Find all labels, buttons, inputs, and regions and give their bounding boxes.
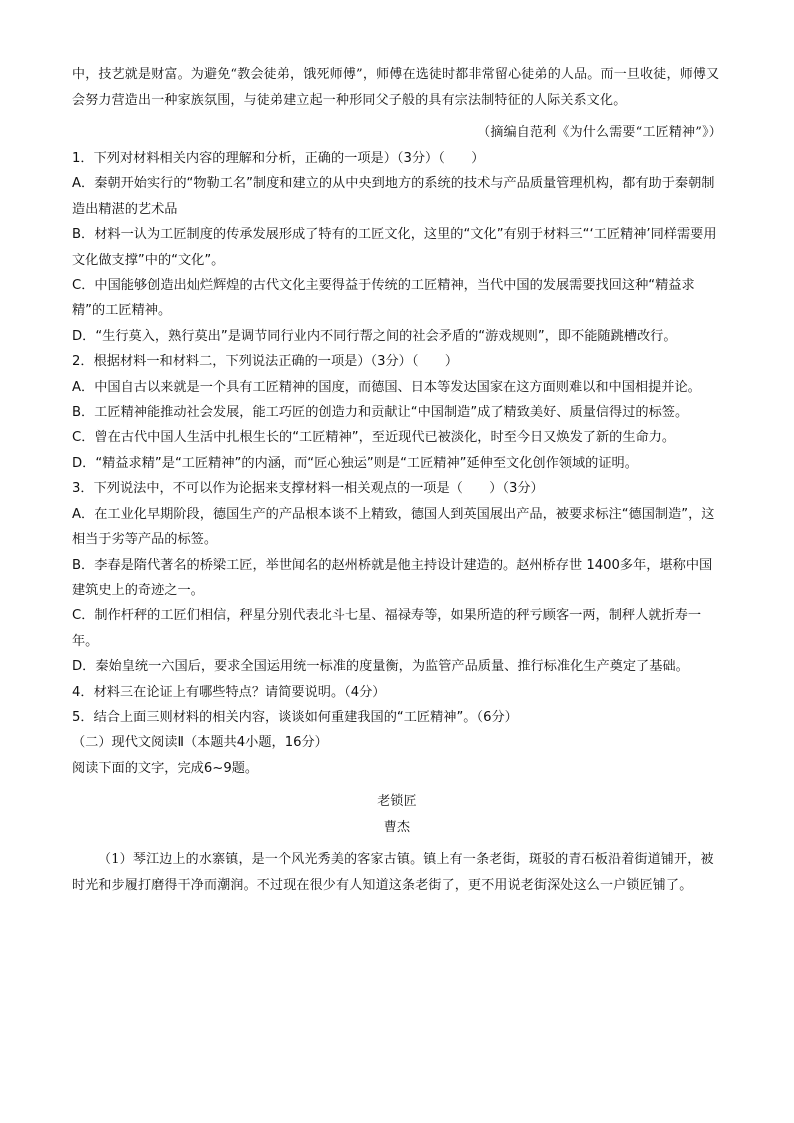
story-title: 老锁匠	[377, 794, 417, 810]
question-2-option-b: B．工匠精神能推动社会发展，能工巧匠的创造力和贡献让“中国制造”成了精致美好、质量信得过的标签。	[72, 405, 689, 421]
story-paragraph-1: （1）琴江边上的水寨镇，是一个风光秀美的客家古镇。镇上有一条老街，斑驳的青石板沿着街道铺开，被时光和步履打磨得干净而潮润。不过现在很少有人知道这条老街了，更不用说老街深处这么一户锁匠铺了。	[72, 852, 714, 894]
story-author: 曹杰	[383, 820, 411, 836]
section-heading: （二）现代文阅读Ⅱ（本题共4小题，16分）	[72, 735, 328, 751]
question-2-option-c: C．曾在古代中国人生活中扎根生长的“工匠精神”，至近现代已被淡化，时至今日又焕发了新的生命力。	[72, 430, 676, 446]
question-1-option-c: C．中国能够创造出灿烂辉煌的古代文化主要得益于传统的工匠精神，当代中国的发展需要找回这种“精益求精”的工匠精神。	[72, 278, 695, 319]
question-1-option-b: B．材料一认为工匠制度的传承发展形成了特有的工匠文化，这里的“文化”有别于材料三“‘工匠精神’同样需要用文化做支撑”中的“文化”。	[72, 227, 717, 268]
question-3-option-d: D．秦始皇统一六国后，要求全国运用统一标准的度量衡，为监管产品质量、推行标准化生产奠定了基础。	[72, 659, 689, 675]
question-3-option-b: B．李春是隋代著名的桥梁工匠，举世闻名的赵州桥就是他主持设计建造的。赵州桥存世 1400多年，堪称中国建筑史上的奇迹之一。	[72, 557, 713, 598]
question-5-stem: 5．结合上面三则材料的相关内容，谈谈如何重建我国的“工匠精神”。（6分）	[72, 709, 518, 725]
question-3	[72, 476, 722, 679]
source-note: （摘编自范利《为什么需要“工匠精神”》）	[477, 125, 722, 140]
question-2-option-d: D．“精益求精”是“工匠精神”的内涵，而“匠心独运”则是“工匠精神”延伸至文化创作领域的证明。	[72, 455, 638, 471]
question-3-option-c: C．制作杆秤的工匠们相信，秤星分别代表北斗七星、福禄寿等，如果所造的秤亏顾客一两，制秤人就折寿一年。	[72, 608, 702, 649]
question-5	[72, 705, 722, 730]
question-4-stem: 4．材料三在论证上有哪些特点？请简要说明。（4分）	[72, 684, 386, 700]
question-1-stem: 1．下列对材料相关内容的理解和分析，正确的一项是）（3分）（ ）	[72, 151, 485, 166]
question-2	[72, 349, 722, 476]
question-4	[72, 680, 722, 705]
question-1-option-a: A．秦朝开始实行的“物勒工名”制度和建立的从中央到地方的系统的技术与产品质量管理机构，都有助于秦朝制造出精湛的艺术品	[72, 176, 715, 217]
intro-paragraph: 中，技艺就是财富。为避免“教会徒弟，饿死师傅”，师傅在选徒时都非常留心徒弟的人品。而一旦收徒，师傅又会努力营造出一种家族氛围，与徒弟建立起一种形同父子般的具有宗法制特征的人际关系文化。	[72, 67, 720, 108]
question-2-option-a: A．中国自古以来就是一个具有工匠精神的国度，而德国、日本等发达国家在这方面则难以和中国相提并论。	[72, 379, 701, 395]
reading-instruction: 阅读下面的文字，完成6~9题。	[72, 760, 259, 776]
question-2-stem: 2．根据材料一和材料二，下列说法正确的一项是）（3分）（ ）	[72, 354, 459, 370]
question-3-stem: 3．下列说法中，不可以作为论据来支撑材料一相关观点的一项是（ ）（3分）	[72, 481, 544, 497]
document-page	[72, 62, 722, 899]
question-1-option-d: D．“生行莫入，熟行莫出”是调节同行业内不同行帮之间的社会矛盾的“游戏规则”，即不能随跳槽改行。	[72, 328, 677, 344]
question-3-option-a: A．在工业化早期阶段，德国生产的产品根本谈不上精致，德国人到英国展出产品，被要求标注“德国制造”，这相当于劣等产品的标签。	[72, 506, 715, 548]
question-1	[72, 146, 722, 349]
